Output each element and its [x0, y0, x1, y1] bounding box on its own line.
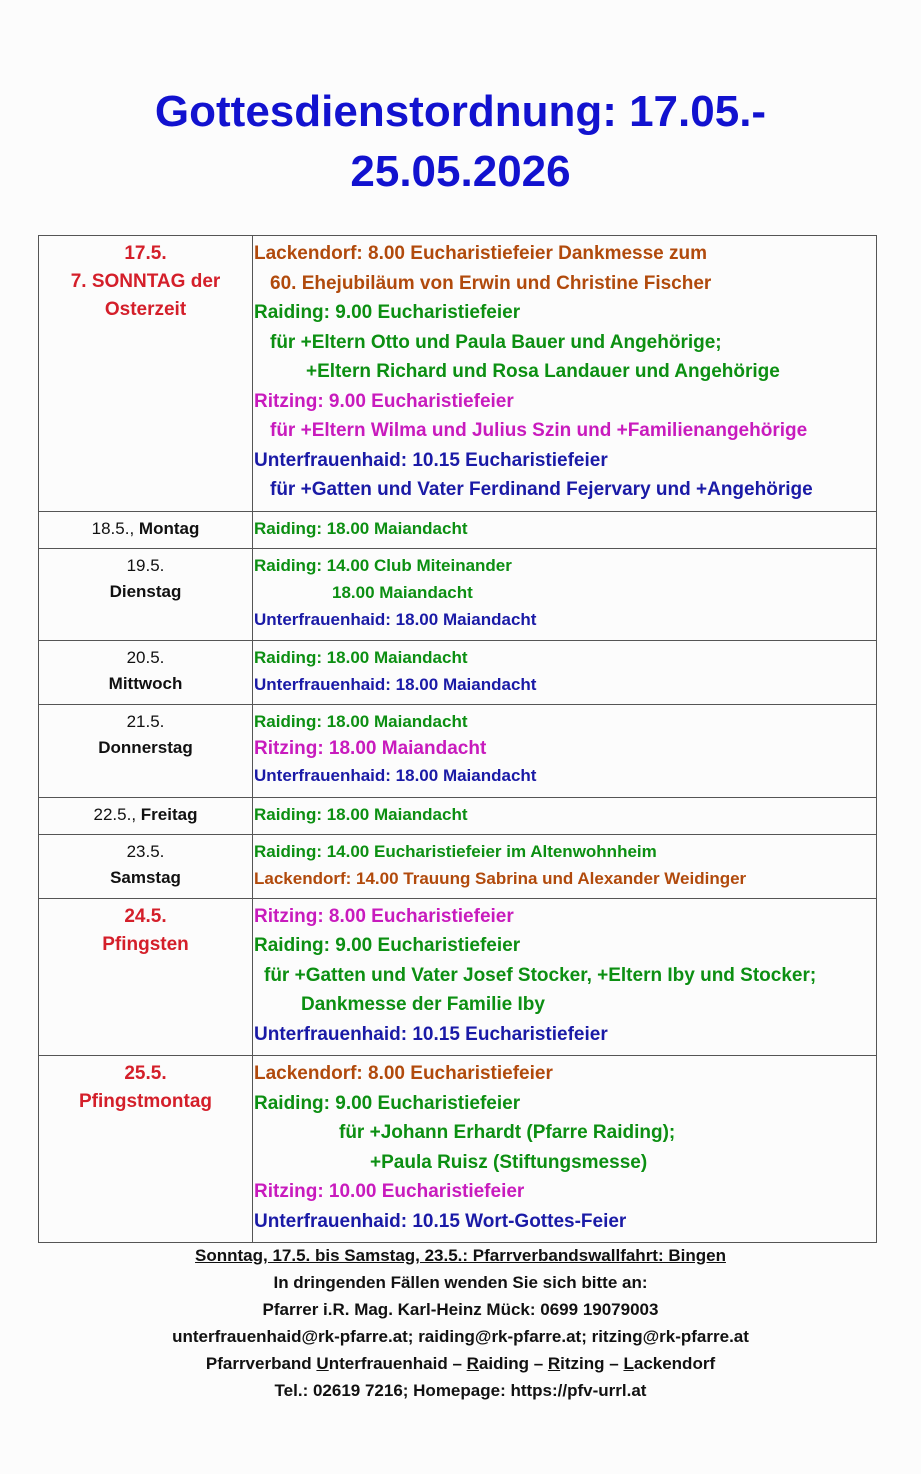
service-entry: Lackendorf: 8.00 Eucharistiefeier Dankmesse zum [254, 243, 708, 264]
service-entry: Raiding: 18.00 Maiandacht [254, 711, 468, 731]
service-entry: Raiding: 9.00 Eucharistiefeier [254, 935, 521, 956]
day-date: 24.5. [124, 905, 167, 927]
entries-cell [253, 1056, 877, 1243]
service-entry: Raiding: 18.00 Maiandacht [254, 518, 468, 538]
service-entry: Unterfrauenhaid: 18.00 Maiandacht [254, 765, 537, 785]
page-title [0, 82, 921, 202]
day-cell [39, 548, 253, 640]
service-entry: für +Gatten und Vater Ferdinand Fejervary und +Angehörige [270, 479, 813, 500]
service-entry: Unterfrauenhaid: 10.15 Eucharistiefeier [254, 1023, 608, 1045]
service-entry: Unterfrauenhaid: 18.00 Maiandacht [254, 674, 537, 694]
day-date: 17.5. [124, 243, 167, 264]
entries-cell [253, 834, 877, 898]
day-name: Pfingsten [102, 933, 189, 955]
entries-cell [253, 236, 877, 512]
service-entry: Unterfrauenhaid: 18.00 Maiandacht [254, 609, 537, 629]
table-row [39, 548, 877, 640]
entries-cell [253, 704, 877, 797]
title-line-1: Gottesdienstordnung: 17.05.- [154, 87, 767, 136]
email-addresses: unterfrauenhaid@rk-pfarre.at; raiding@rk-pfarre.at; ritzing@rk-pfarre.at [172, 1327, 749, 1346]
day-cell [39, 898, 253, 1056]
day-cell [39, 834, 253, 898]
day-name: 7. SONNTAG der [70, 271, 221, 292]
service-entry: Ritzing: 10.00 Eucharistiefeier [254, 1181, 525, 1202]
day-date: 23.5. [126, 841, 165, 861]
service-entry: 18.00 Maiandacht [332, 582, 473, 602]
day-cell [39, 704, 253, 797]
association-part: nterfrauenhaid [328, 1354, 448, 1373]
initial: U [316, 1354, 329, 1373]
separator: – [604, 1354, 624, 1373]
service-entry: für +Johann Erhardt (Pfarre Raiding); [339, 1122, 676, 1143]
day-date: 20.5. [126, 647, 165, 667]
day-cell [39, 1056, 253, 1243]
service-entry: Lackendorf: 8.00 Eucharistiefeier [254, 1063, 553, 1084]
service-entry: Ritzing: 18.00 Maiandacht [254, 737, 487, 759]
day-date: 25.5. [124, 1063, 167, 1084]
service-entry: Raiding: 9.00 Eucharistiefeier [254, 1092, 521, 1114]
service-entry: Lackendorf: 14.00 Trauung Sabrina und Alexander Weidinger [254, 868, 747, 888]
table-row [39, 236, 877, 512]
table-row [39, 511, 877, 548]
entries-cell [253, 511, 877, 548]
service-entry: Raiding: 9.00 Eucharistiefeier [254, 302, 521, 323]
day-date: 21.5. [126, 711, 165, 731]
day-name: Samstag [110, 867, 181, 887]
table-row [39, 834, 877, 898]
initial: R [547, 1354, 561, 1373]
entries-cell [253, 898, 877, 1056]
day-name: Donnerstag [98, 737, 193, 757]
service-entry: für +Eltern Wilma und Julius Szin und +Familienangehörige [270, 420, 808, 441]
service-entry: Unterfrauenhaid: 10.15 Eucharistiefeier [254, 449, 608, 471]
day-name: Mittwoch [108, 673, 183, 693]
association-part: itzing [560, 1354, 605, 1373]
title-line-2: 25.05.2026 [350, 147, 571, 196]
day-date: 22.5., [93, 804, 137, 824]
service-entry: Raiding: 14.00 Eucharistiefeier im Altenwohnheim [254, 841, 657, 861]
day-cell [39, 797, 253, 834]
day-cell [39, 236, 253, 512]
service-entry: Ritzing: 8.00 Eucharistiefeier [254, 905, 514, 927]
day-date: 19.5. [126, 555, 165, 575]
association-part: aiding [478, 1354, 529, 1373]
table-row [39, 1056, 877, 1243]
schedule-table [38, 235, 877, 1243]
entries-cell [253, 640, 877, 704]
day-name: Montag [138, 518, 200, 538]
service-entry: für +Gatten und Vater Josef Stocker, +Eltern Iby und Stocker; [264, 964, 817, 986]
separator: – [528, 1354, 548, 1373]
service-entry: Raiding: 18.00 Maiandacht [254, 804, 468, 824]
service-entry: Raiding: 14.00 Club Miteinander [254, 555, 512, 575]
priest-contact: Pfarrer i.R. Mag. Karl-Heinz Mück: 0699 19079003 [262, 1300, 659, 1319]
table-row [39, 797, 877, 834]
table-row [39, 640, 877, 704]
service-entry: Ritzing: 9.00 Eucharistiefeier [254, 390, 514, 412]
entries-cell [253, 548, 877, 640]
phone-homepage: Tel.: 02619 7216; Homepage: https://pfv-urrl.at [274, 1381, 647, 1400]
parish-association [0, 1350, 921, 1377]
table-row [39, 704, 877, 797]
service-entry: Unterfrauenhaid: 10.15 Wort-Gottes-Feier [254, 1210, 627, 1232]
association-prefix: Pfarrverband [205, 1354, 317, 1373]
service-entry: +Eltern Richard und Rosa Landauer und Angehörige [306, 361, 780, 382]
day-date: 18.5., [91, 518, 135, 538]
service-entry: 60. Ehejubiläum von Erwin und Christine Fischer [270, 272, 712, 294]
initial: R [466, 1354, 479, 1373]
pilgrimage-note: Sonntag, 17.5. bis Samstag, 23.5.: Pfarrverbandswallfahrt: Bingen [195, 1246, 726, 1265]
day-name: Freitag [140, 804, 198, 824]
day-name: Dienstag [109, 581, 182, 601]
service-entry: Raiding: 18.00 Maiandacht [254, 647, 468, 667]
day-cell [39, 640, 253, 704]
separator: – [447, 1354, 467, 1373]
service-entry: +Paula Ruisz (Stiftungsmesse) [370, 1151, 648, 1173]
entries-cell [253, 797, 877, 834]
service-entry: Dankmesse der Familie Iby [301, 994, 545, 1015]
footer [0, 1242, 921, 1404]
urgent-note: In dringenden Fällen wenden Sie sich bitte an: [273, 1273, 648, 1292]
initial: L [623, 1354, 634, 1373]
day-cell [39, 511, 253, 548]
day-name-2: Osterzeit [104, 299, 187, 320]
table-row [39, 898, 877, 1056]
association-part: ackendorf [633, 1354, 716, 1373]
service-entry: für +Eltern Otto und Paula Bauer und Angehörige; [270, 331, 722, 353]
day-name: Pfingstmontag [79, 1091, 212, 1112]
